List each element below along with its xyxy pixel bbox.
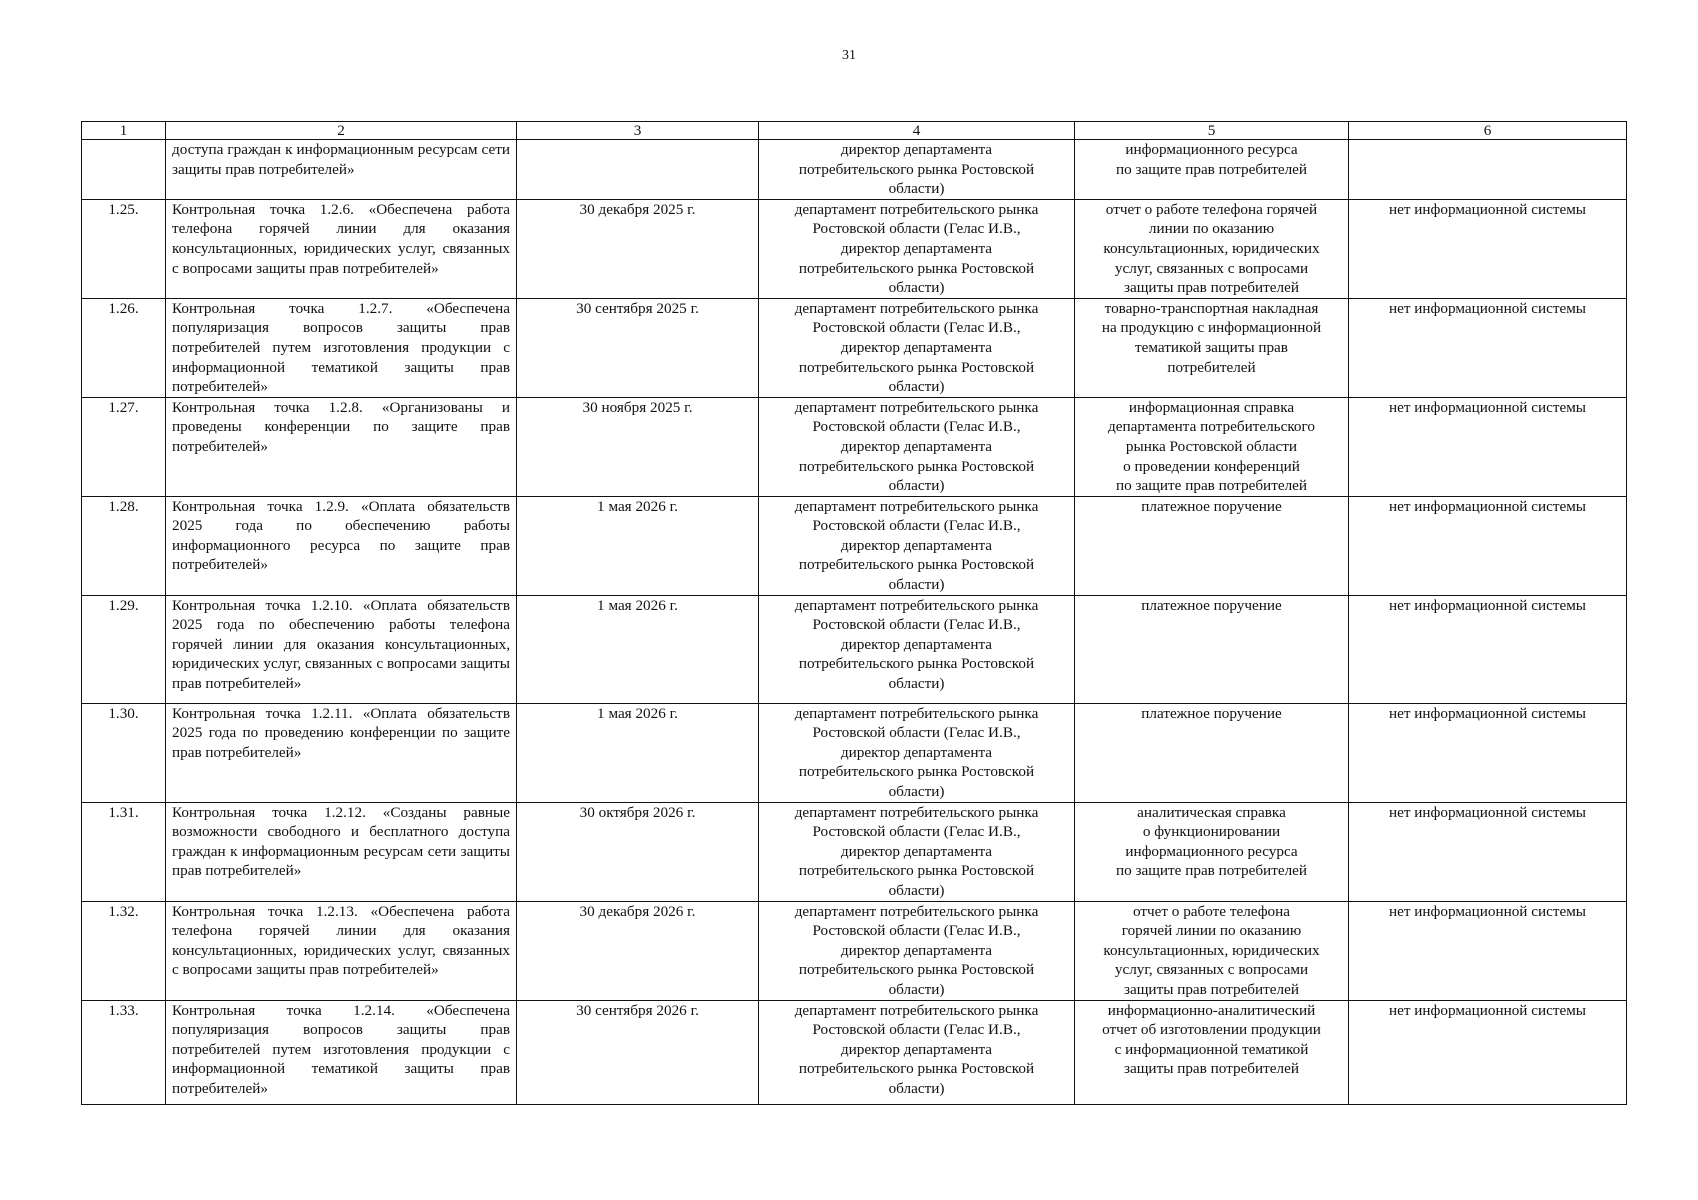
confirming-document-cell [1075, 397, 1349, 496]
responsible-cell-line: области) [888, 378, 945, 396]
responsible-cell-line: директор департамента [840, 437, 993, 455]
information-system-cell: нет информационной системы [1349, 703, 1627, 802]
due-date-cell: 30 декабря 2026 г. [517, 901, 759, 1000]
responsible-cell-line: Ростовской области (Гелас И.В., [812, 418, 1021, 436]
responsible-cell [759, 140, 1075, 200]
row-number-cell [82, 140, 166, 200]
table-row [82, 1000, 1627, 1104]
responsible-cell-line: директор департамента [840, 141, 993, 158]
confirming-document-cell-line: линии по оказанию [1148, 220, 1275, 238]
table-row [82, 802, 1627, 901]
responsible-cell-line: области) [888, 279, 945, 297]
column-number-6: 6 [1349, 122, 1627, 140]
confirming-document-cell-line: по защите прав потребителей [1115, 477, 1308, 495]
responsible-cell-line: департамент потребительского рынка [794, 299, 1039, 317]
information-system-cell: нет информационной системы [1349, 496, 1627, 595]
responsible-cell [759, 802, 1075, 901]
row-number-cell: 1.25. [82, 199, 166, 298]
responsible-cell-line: Ростовской области (Гелас И.В., [812, 922, 1021, 940]
confirming-document-cell-line: услуг, связанных с вопросами [1114, 259, 1309, 277]
responsible-cell-line: департамент потребительского рынка [794, 398, 1039, 416]
confirming-document-cell-line: информационного ресурса [1125, 842, 1298, 860]
confirming-document-cell-line: горячей линии по оказанию [1121, 922, 1302, 940]
responsible-cell [759, 1000, 1075, 1104]
confirming-document-cell-line: аналитическая справка [1137, 803, 1286, 821]
confirming-document-cell-line: отчет о работе телефона горячей [1105, 200, 1318, 218]
column-number-4: 4 [759, 122, 1075, 140]
responsible-cell-line: директор департамента [840, 743, 993, 761]
responsible-cell-line: директор департамента [840, 239, 993, 257]
responsible-cell-line: области) [888, 783, 945, 801]
row-number-cell: 1.26. [82, 298, 166, 397]
responsible-cell [759, 703, 1075, 802]
table-row [82, 595, 1627, 703]
responsible-cell [759, 397, 1075, 496]
column-number-5: 5 [1075, 122, 1349, 140]
table-body [82, 140, 1627, 1105]
table-row [82, 140, 1627, 200]
table-row [82, 703, 1627, 802]
responsible-cell-line: области) [888, 980, 945, 998]
confirming-document-cell-line: потребителей [1167, 358, 1256, 376]
responsible-cell-line: департамент потребительского рынка [794, 803, 1039, 821]
responsible-cell-line: потребительского рынка Ростовской [798, 763, 1035, 781]
confirming-document-cell-line: информационная справка [1128, 398, 1295, 416]
information-system-cell: нет информационной системы [1349, 595, 1627, 703]
responsible-cell-line: департамент потребительского рынка [794, 497, 1039, 515]
responsible-cell [759, 199, 1075, 298]
confirming-document-cell [1075, 1000, 1349, 1104]
responsible-cell-line: потребительского рынка Ростовской [798, 457, 1035, 475]
responsible-cell-line: Ростовской области (Гелас И.В., [812, 517, 1021, 535]
due-date-cell: 1 мая 2026 г. [517, 496, 759, 595]
responsible-cell-line: области) [888, 576, 945, 594]
responsible-cell [759, 496, 1075, 595]
responsible-cell-line: департамент потребительского рынка [794, 1001, 1039, 1019]
responsible-cell-line: потребительского рынка Ростовской [798, 961, 1035, 979]
responsible-cell-line: Ростовской области (Гелас И.В., [812, 823, 1021, 841]
information-system-cell: нет информационной системы [1349, 802, 1627, 901]
table-row [82, 496, 1627, 595]
responsible-cell-line: директор департамента [840, 941, 993, 959]
confirming-document-cell-line: платежное поручение [1141, 596, 1282, 614]
information-system-cell [1349, 140, 1627, 200]
confirming-document-cell-line: по защите прав потребителей [1115, 862, 1308, 880]
row-number-cell: 1.29. [82, 595, 166, 703]
responsible-cell-line: департамент потребительского рынка [794, 902, 1039, 920]
responsible-cell-line: потребительского рынка Ростовской [798, 655, 1035, 673]
confirming-document-cell [1075, 140, 1349, 200]
confirming-document-cell-line: на продукцию с информационной [1101, 319, 1322, 337]
responsible-cell-line: области) [888, 882, 945, 899]
row-number-cell: 1.31. [82, 802, 166, 901]
control-point-name-cell: Контрольная точка 1.2.14. «Обеспечена популяризация вопросов защиты прав потребителей путем изготовления продукции с информационной тематикой защиты прав потребителей» [166, 1000, 517, 1104]
due-date-cell: 1 мая 2026 г. [517, 703, 759, 802]
information-system-cell: нет информационной системы [1349, 199, 1627, 298]
table-row [82, 901, 1627, 1000]
responsible-cell-line: Ростовской области (Гелас И.В., [812, 724, 1021, 742]
responsible-cell-line: директор департамента [840, 338, 993, 356]
confirming-document-cell [1075, 595, 1349, 703]
responsible-cell-line: Ростовской области (Гелас И.В., [812, 616, 1021, 634]
control-point-name-cell: Контрольная точка 1.2.7. «Обеспечена популяризация вопросов защиты прав потребителей путем изготовления продукции с информационной тематикой защиты прав потребителей» [166, 298, 517, 397]
confirming-document-cell-line: информационно-аналитический [1107, 1001, 1316, 1019]
page-number: 31 [842, 48, 856, 63]
confirming-document-cell-line: департамента потребительского [1108, 418, 1315, 436]
responsible-cell [759, 298, 1075, 397]
confirming-document-cell [1075, 802, 1349, 901]
responsible-cell-line: области) [888, 675, 945, 693]
confirming-document-cell-line: о проведении конференций [1123, 457, 1300, 475]
responsible-cell [759, 595, 1075, 703]
responsible-cell [759, 901, 1075, 1000]
responsible-cell-line: потребительского рынка Ростовской [798, 556, 1035, 574]
due-date-cell: 30 октября 2026 г. [517, 802, 759, 901]
confirming-document-cell-line: защиты прав потребителей [1124, 980, 1299, 998]
confirming-document-cell-line: защиты прав потребителей [1124, 279, 1299, 297]
row-number-cell: 1.28. [82, 496, 166, 595]
due-date-cell: 1 мая 2026 г. [517, 595, 759, 703]
table-row [82, 298, 1627, 397]
responsible-cell-line: Ростовской области (Гелас И.В., [812, 319, 1021, 337]
responsible-cell-line: потребительского рынка Ростовской [798, 259, 1035, 277]
confirming-document-cell [1075, 703, 1349, 802]
confirming-document-cell-line: отчет о работе телефона [1132, 902, 1291, 920]
control-points-table [81, 121, 1627, 1105]
responsible-cell-line: Ростовской области (Гелас И.В., [812, 220, 1021, 238]
control-point-name-cell: Контрольная точка 1.2.11. «Оплата обязательств 2025 года по проведению конференции по защите прав потребителей» [166, 703, 517, 802]
responsible-cell-line: области) [888, 180, 945, 198]
column-number-1: 1 [82, 122, 166, 140]
control-point-name-cell: доступа граждан к информационным ресурсам сети защиты прав потребителей» [166, 140, 517, 200]
confirming-document-cell-line: с информационной тематикой [1114, 1040, 1309, 1058]
control-point-name-cell: Контрольная точка 1.2.9. «Оплата обязательств 2025 года по обеспечению работы информационного ресурса по защите прав потребителей» [166, 496, 517, 595]
responsible-cell-line: департамент потребительского рынка [794, 200, 1039, 218]
confirming-document-cell [1075, 199, 1349, 298]
row-number-cell: 1.30. [82, 703, 166, 802]
confirming-document-cell-line: услуг, связанных с вопросами [1114, 961, 1309, 979]
control-point-name-cell: Контрольная точка 1.2.10. «Оплата обязательств 2025 года по обеспечению работы телефона горячей линии для оказания консультационных, юридических услуг, связанных с вопросами защиты прав потребителей» [166, 595, 517, 703]
responsible-cell-line: директор департамента [840, 536, 993, 554]
column-number-3: 3 [517, 122, 759, 140]
confirming-document-cell [1075, 901, 1349, 1000]
column-number-row [82, 122, 1627, 140]
column-number-2: 2 [166, 122, 517, 140]
information-system-cell: нет информационной системы [1349, 901, 1627, 1000]
control-point-name-cell: Контрольная точка 1.2.13. «Обеспечена работа телефона горячей линии для оказания консультационных, юридических услуг, связанных с вопросами защиты прав потребителей» [166, 901, 517, 1000]
row-number-cell: 1.27. [82, 397, 166, 496]
responsible-cell-line: потребительского рынка Ростовской [798, 862, 1035, 880]
due-date-cell: 30 сентября 2025 г. [517, 298, 759, 397]
information-system-cell: нет информационной системы [1349, 397, 1627, 496]
confirming-document-cell-line: консультационных, юридических [1103, 941, 1320, 959]
responsible-cell-line: потребительского рынка Ростовской [798, 358, 1035, 376]
responsible-cell-line: директор департамента [840, 842, 993, 860]
responsible-cell-line: области) [888, 477, 945, 495]
responsible-cell-line: департамент потребительского рынка [794, 704, 1039, 722]
confirming-document-cell-line: платежное поручение [1141, 497, 1282, 515]
confirming-document-cell [1075, 496, 1349, 595]
due-date-cell: 30 декабря 2025 г. [517, 199, 759, 298]
confirming-document-cell-line: тематикой защиты прав [1135, 338, 1288, 356]
confirming-document-cell-line: товарно-транспортная накладная [1104, 299, 1319, 317]
due-date-cell: 30 сентября 2026 г. [517, 1000, 759, 1104]
responsible-cell-line: директор департамента [840, 1040, 993, 1058]
due-date-cell: 30 ноября 2025 г. [517, 397, 759, 496]
confirming-document-cell-line: о функционировании [1142, 823, 1281, 841]
responsible-cell-line: области) [888, 1079, 945, 1097]
confirming-document-cell-line: защиты прав потребителей [1124, 1060, 1299, 1078]
table-row [82, 199, 1627, 298]
confirming-document-cell-line: консультационных, юридических [1103, 239, 1320, 257]
responsible-cell-line: потребительского рынка Ростовской [798, 1060, 1035, 1078]
confirming-document-cell-line: по защите прав потребителей [1115, 160, 1308, 178]
responsible-cell-line: потребительского рынка Ростовской [798, 160, 1035, 178]
responsible-cell-line: директор департамента [840, 635, 993, 653]
control-point-name-cell: Контрольная точка 1.2.12. «Созданы равные возможности свободного и бесплатного доступа граждан к информационным ресурсам сети защиты прав потребителей» [166, 802, 517, 901]
confirming-document-cell-line: рынка Ростовской области [1125, 437, 1298, 455]
responsible-cell-line: Ростовской области (Гелас И.В., [812, 1021, 1021, 1039]
row-number-cell: 1.32. [82, 901, 166, 1000]
confirming-document-cell-line: платежное поручение [1141, 704, 1282, 722]
confirming-document-cell-line: отчет об изготовлении продукции [1102, 1021, 1321, 1039]
confirming-document-cell [1075, 298, 1349, 397]
control-point-name-cell: Контрольная точка 1.2.6. «Обеспечена работа телефона горячей линии для оказания консультационных, юридических услуг, связанных с вопросами защиты прав потребителей» [166, 199, 517, 298]
responsible-cell-line: департамент потребительского рынка [794, 596, 1039, 614]
control-point-name-cell: Контрольная точка 1.2.8. «Организованы и проведены конференции по защите прав потребителей» [166, 397, 517, 496]
due-date-cell [517, 140, 759, 200]
confirming-document-cell-line: информационного ресурса [1125, 141, 1298, 158]
information-system-cell: нет информационной системы [1349, 298, 1627, 397]
information-system-cell: нет информационной системы [1349, 1000, 1627, 1104]
row-number-cell: 1.33. [82, 1000, 166, 1104]
table-row [82, 397, 1627, 496]
